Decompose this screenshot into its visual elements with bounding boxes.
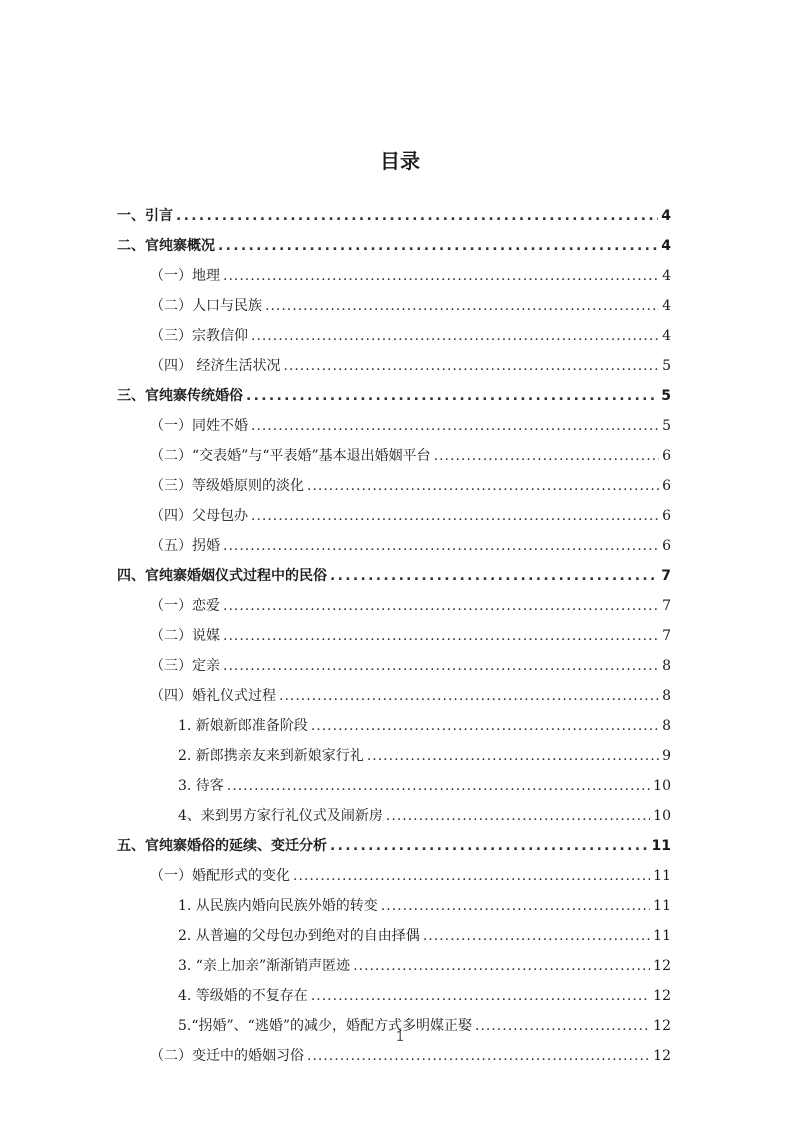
- toc-entry-title: （一）婚配形式的变化: [150, 868, 290, 884]
- toc-dot-leader: [223, 621, 659, 651]
- toc-entry[interactable]: [117, 351, 671, 381]
- toc-entry[interactable]: [117, 231, 671, 261]
- toc-entry[interactable]: [117, 1041, 671, 1071]
- toc-entry-page: 7: [662, 598, 671, 614]
- toc-entry-page: 12: [653, 1018, 671, 1034]
- page-title: 目录: [380, 149, 420, 173]
- toc-entry-page: 4: [661, 238, 671, 254]
- toc-entry-page: 11: [653, 868, 671, 884]
- toc-entry-page: 11: [653, 898, 671, 914]
- page-number: 1: [395, 1030, 405, 1045]
- toc-entry-page: 10: [653, 808, 671, 824]
- toc-dot-leader: [311, 711, 659, 741]
- toc-entry-page: 8: [662, 658, 671, 674]
- toc-entry[interactable]: [117, 321, 671, 351]
- toc-entry-title: 5.“拐婚”、“逃婚”的减少，婚配方式多明媒正娶: [178, 1018, 472, 1034]
- toc-entry-title: （五）拐婚: [150, 538, 220, 554]
- toc-entry-title: （二）人口与民族: [150, 298, 262, 314]
- toc-entry-title: （一）恋爱: [150, 598, 220, 614]
- toc-entry-title: 4、来到男方家行礼仪式及闹新房: [178, 808, 383, 824]
- toc-entry-title: 一、引言: [117, 208, 173, 224]
- toc-entry[interactable]: [117, 831, 671, 861]
- toc-dot-leader: [265, 291, 659, 321]
- toc-entry-page: 5: [662, 418, 671, 434]
- toc-entry[interactable]: [117, 741, 671, 771]
- toc-dot-leader: [223, 651, 659, 681]
- toc-entry[interactable]: [117, 261, 671, 291]
- toc-dot-leader: [330, 831, 649, 861]
- toc-dot-leader: [223, 261, 659, 291]
- toc-entry-title: 四、官纯寨婚姻仪式过程中的民俗: [117, 568, 327, 584]
- toc-dot-leader: [251, 411, 659, 441]
- toc-dot-leader: [434, 441, 659, 471]
- toc-entry[interactable]: [117, 681, 671, 711]
- toc-entry-page: 6: [662, 478, 671, 494]
- toc-entry-page: 7: [662, 628, 671, 644]
- toc-entry-title: （四） 经济生活状况: [150, 358, 281, 374]
- toc-entry-page: 4: [662, 298, 671, 314]
- toc-entry-title: （二）说媒: [150, 628, 220, 644]
- toc-dot-leader: [307, 1041, 650, 1071]
- toc-entry-title: （三）定亲: [150, 658, 220, 674]
- toc-entry-page: 6: [662, 508, 671, 524]
- toc-entry[interactable]: [117, 801, 671, 831]
- toc-entry-title: 1. 新娘新郎准备阶段: [178, 718, 308, 734]
- toc-entry-page: 4: [662, 328, 671, 344]
- toc-entry-page: 11: [651, 838, 671, 854]
- toc-entry[interactable]: [117, 381, 671, 411]
- toc-dot-leader: [176, 201, 658, 231]
- toc-entry[interactable]: [117, 711, 671, 741]
- toc-entry-page: 8: [662, 688, 671, 704]
- toc-dot-leader: [223, 591, 659, 621]
- toc-entry[interactable]: [117, 561, 671, 591]
- toc-entry-page: 6: [662, 538, 671, 554]
- toc-entry[interactable]: [117, 891, 671, 921]
- toc-entry[interactable]: [117, 951, 671, 981]
- toc-entry-title: 4. 等级婚的不复存在: [178, 988, 308, 1004]
- toc-entry[interactable]: [117, 411, 671, 441]
- toc-entry-title: 2. 新郎携亲友来到新娘家行礼: [178, 748, 364, 764]
- toc-entry-title: 五、官纯寨婚俗的延续、变迁分析: [117, 838, 327, 854]
- toc-dot-leader: [311, 981, 650, 1011]
- toc-dot-leader: [251, 501, 659, 531]
- toc-dot-leader: [423, 921, 650, 951]
- toc-entry-page: 12: [653, 988, 671, 1004]
- toc-entry-page: 12: [653, 1048, 671, 1064]
- toc-dot-leader: [251, 321, 659, 351]
- toc-dot-leader: [223, 531, 659, 561]
- toc-entry-page: 8: [662, 718, 671, 734]
- toc-entry[interactable]: [117, 531, 671, 561]
- toc-entry-page: 4: [661, 208, 671, 224]
- toc-entry[interactable]: [117, 201, 671, 231]
- toc-entry[interactable]: [117, 651, 671, 681]
- toc-dot-leader: [367, 741, 659, 771]
- toc-dot-leader: [307, 471, 659, 501]
- toc-entry-title: 二、官纯寨概况: [117, 238, 215, 254]
- toc-entry[interactable]: [117, 501, 671, 531]
- toc-dot-leader: [293, 861, 650, 891]
- toc-entry-page: 6: [662, 448, 671, 464]
- toc-dot-leader: [246, 381, 658, 411]
- toc-dot-leader: [218, 231, 658, 261]
- toc-entry[interactable]: [117, 291, 671, 321]
- toc-entry[interactable]: [117, 921, 671, 951]
- toc-dot-leader: [386, 801, 650, 831]
- toc-entry-title: 3. “亲上加亲”渐渐销声匿迹: [178, 958, 351, 974]
- toc-dot-leader: [283, 351, 659, 381]
- toc-entry-page: 9: [662, 748, 671, 764]
- toc-dot-leader: [227, 771, 650, 801]
- toc-entry[interactable]: [117, 771, 671, 801]
- toc-dot-leader: [353, 951, 650, 981]
- toc-entry-title: （三）等级婚原则的淡化: [150, 478, 304, 494]
- toc-entry-title: （一）地理: [150, 268, 220, 284]
- toc-entry[interactable]: [117, 981, 671, 1011]
- toc-entry-title: （一）同姓不婚: [150, 418, 248, 434]
- table-of-contents: [117, 201, 671, 1071]
- toc-entry-title: （四）婚礼仪式过程: [150, 688, 276, 704]
- toc-entry-page: 5: [661, 388, 671, 404]
- toc-dot-leader: [381, 891, 650, 921]
- toc-entry-page: 5: [662, 358, 671, 374]
- toc-entry-title: （四）父母包办: [150, 508, 248, 524]
- toc-entry-page: 7: [661, 568, 671, 584]
- toc-dot-leader: [330, 561, 658, 591]
- toc-entry-page: 11: [653, 928, 671, 944]
- toc-dot-leader: [279, 681, 659, 711]
- toc-entry-title: 3. 待客: [178, 778, 224, 794]
- toc-entry[interactable]: [117, 861, 671, 891]
- toc-entry-page: 12: [653, 958, 671, 974]
- toc-entry-title: （二）“交表婚”与“平表婚”基本退出婚姻平台: [150, 448, 431, 464]
- toc-entry-title: （二）变迁中的婚姻习俗: [150, 1048, 304, 1064]
- toc-entry[interactable]: [117, 471, 671, 501]
- toc-entry-title: 1. 从民族内婚向民族外婚的转变: [178, 898, 378, 914]
- toc-entry[interactable]: [117, 591, 671, 621]
- toc-entry-page: 4: [662, 268, 671, 284]
- toc-entry[interactable]: [117, 441, 671, 471]
- toc-entry-title: 2. 从普遍的父母包办到绝对的自由择偶: [178, 928, 420, 944]
- toc-entry-title: 三、官纯寨传统婚俗: [117, 388, 243, 404]
- toc-entry-title: （三）宗教信仰: [150, 328, 248, 344]
- toc-entry[interactable]: [117, 621, 671, 651]
- toc-entry-page: 10: [653, 778, 671, 794]
